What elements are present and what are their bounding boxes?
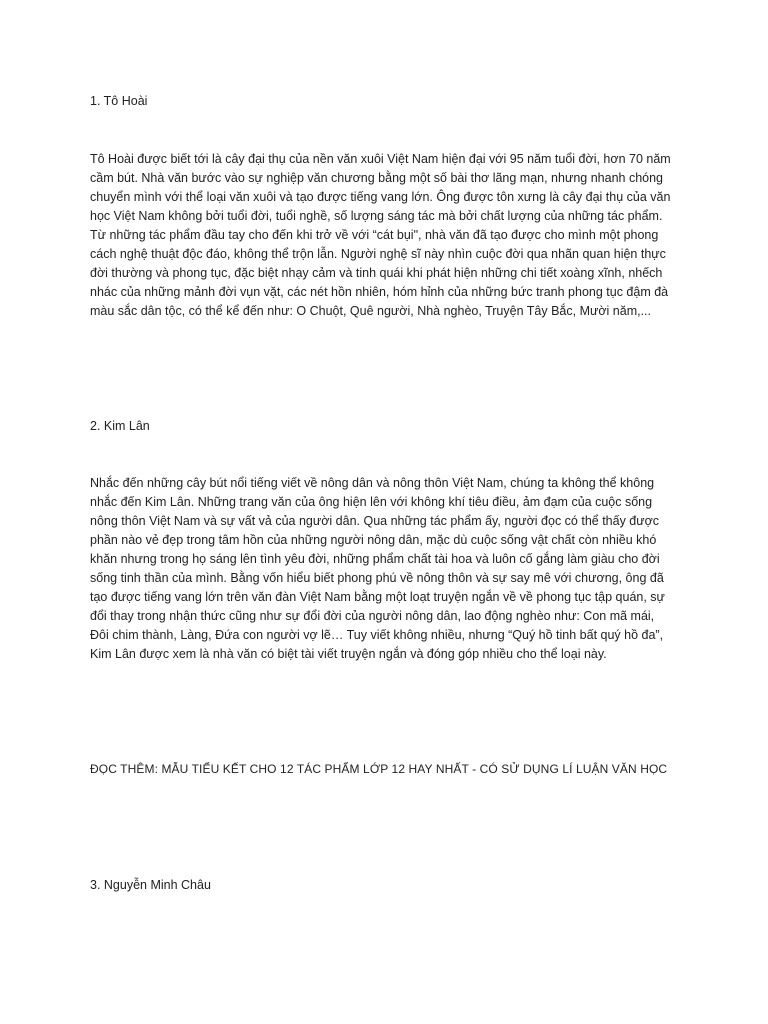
paragraph-line: nhắc đến Kim Lân. Những trang văn của ông hiện lên với không khí tiêu điều, ảm đạm của cuộc sống <box>90 495 653 509</box>
section-heading-nguyen-minh-chau: 3. Nguyễn Minh Châu <box>90 878 211 892</box>
paragraph-line: khăn nhưng trong họ sáng lên tình yêu đời, những phẩm chất tài hoa và luôn cố gắng làm giàu cho đời <box>90 552 660 566</box>
paragraph-line: phần nào vẻ đẹp trong tâm hồn của những người nông dân, mặc dù cuộc sống vật chất còn nhiều khó <box>90 533 657 547</box>
paragraph-line: đổi thay trong nhận thức cũng như sự đổi đời của người nông dân, lao động nghèo như: Con mã mái, <box>90 609 655 623</box>
paragraph-kim-lan <box>90 474 682 664</box>
paragraph-line: nông thôn Việt Nam và sự vất vả của người dân. Qua những tác phẩm ấy, người đọc có thể thấy được <box>90 514 660 528</box>
paragraph-line: cầm bút. Nhà văn bước vào sự nghiệp văn chương bằng một số bài thơ lãng mạn, nhưng nhanh chóng <box>90 171 663 185</box>
paragraph-line: tạo được tiếng vang lớn trên văn đàn Việt Nam bằng một loạt truyện ngắn về về phong tục tập quán, sự <box>90 590 665 604</box>
section-heading-to-hoai: 1. Tô Hoài <box>90 94 148 108</box>
paragraph-line: đời thường và phong tục, đặc biệt nhạy cảm và tinh quái khi phát hiện những chi tiết xoàng xĩnh, nhếch <box>90 266 663 280</box>
read-more-link[interactable]: ĐỌC THÊM: MẪU TIỂU KẾT CHO 12 TÁC PHẨM LỚP 12 HAY NHẤT - CÓ SỬ DỤNG LÍ LUẬN VĂN HỌC <box>90 762 668 776</box>
paragraph-line: màu sắc dân tộc, có thể kể đến như: O Chuột, Quê người, Nhà nghèo, Truyện Tây Bắc, Mười năm,... <box>90 304 651 318</box>
section-heading-kim-lan: 2. Kim Lân <box>90 419 150 433</box>
paragraph-line: Kim Lân được xem là nhà văn có biệt tài viết truyện ngắn và đóng góp nhiều cho thể loại này. <box>90 647 607 661</box>
paragraph-line: Tô Hoài được biết tới là cây đại thụ của nền văn xuôi Việt Nam hiện đại với 95 năm tuổi đời, hơn 70 năm <box>90 152 671 166</box>
paragraph-to-hoai <box>90 150 682 321</box>
paragraph-line: Đôi chim thành, Làng, Đứa con người vợ lẽ… Tuy viết không nhiều, nhưng “Quý hồ tinh bất quý hồ đa”, <box>90 628 664 642</box>
paragraph-line: cách nghệ thuật độc đáo, không thể trộn lẫn. Người nghệ sĩ này nhìn cuộc đời qua nhãn quan hiện thực <box>90 247 666 261</box>
paragraph-line: học Việt Nam không bởi tuổi đời, tuổi nghề, số lượng sáng tác mà bởi chất lượng của những tác phẩm. <box>90 209 663 223</box>
paragraph-line: Nhắc đến những cây bút nổi tiếng viết về nông dân và nông thôn Việt Nam, chúng ta không thể không <box>90 476 655 490</box>
paragraph-line: chuyển mình với thể loại văn xuôi và tạo được tiếng vang lớn. Ông được tôn xưng là cây đại thụ của văn <box>90 190 671 204</box>
paragraph-line: nhác của những mảnh đời vụn vặt, các nét hồn nhiên, hóm hỉnh của những bức tranh phong tục đậm đà <box>90 285 669 299</box>
paragraph-line: sống tinh thần của mình. Bằng vốn hiểu biết phong phú về nông thôn và sự say mê với chương, ông đã <box>90 571 664 585</box>
paragraph-line: Từ những tác phẩm đầu tay cho đến khi trở về với “cát bụi", nhà văn đã tạo được cho mình một phong <box>90 228 659 242</box>
